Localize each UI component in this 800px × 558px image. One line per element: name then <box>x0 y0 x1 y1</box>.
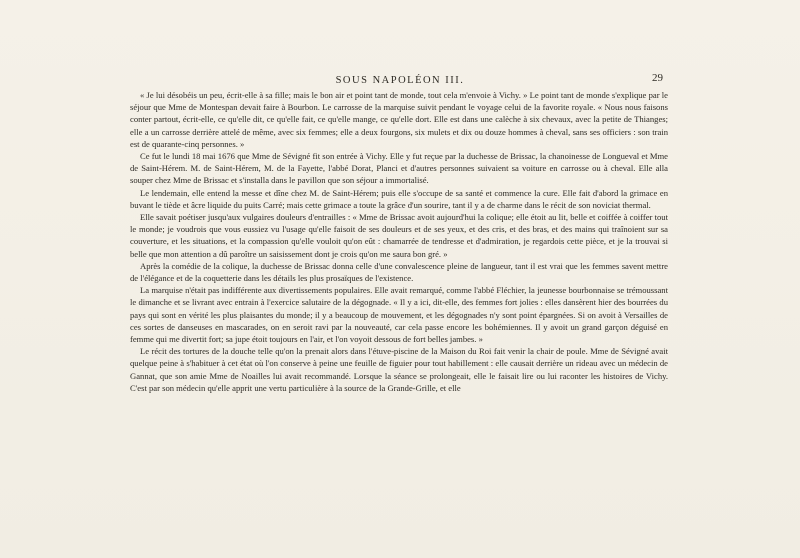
paragraph: Le récit des tortures de la douche telle qu'on la prenait alors dans l'étuve-piscine de la Maison du Roi fait venir la chair de poule. Mme de Sévigné avait quelque peine à s'habituer à cet état où l'on conserve à peine une feuille de figuier pour tout habillement : elle causait derrière un rideau avec un médecin de Gannat, que son amie Mme de Noailles lui avait recommandé. Lorsque la séance se prolongeait, elle le faisait lire ou lui raconter les histoires de Vichy. C'est par son médecin qu'elle apprit une vertu particulière à la source de la Grande-Grille, et elle <box>130 346 668 393</box>
paragraph: Le lendemain, elle entend la messe et dîne chez M. de Saint-Hérem; puis elle s'occupe de sa santé et commence la cure. Elle fait d'abord la grimace en buvant le tiède et âcre liquide du puits Carré; mais cette grimace a toute la grâce d'un sourire, tant il y a de charme dans le récit de son noviciat thermal. <box>130 187 668 210</box>
paragraph: « Je lui désobéis un peu, écrit-elle à sa fille; mais le bon air et point tant de monde, tout cela m'envoie à Vichy. » Le point tant de monde s'explique par le séjour que Mme de Montespan devait faire à Bourbon. Le carrosse de la marquise suivit pendant le voyage celui de la favorite royale. « Nous nous faisons conter partout, écrit-elle, ce qu'elle dit, ce qu'elle fait, ce qu'elle mange, ce qu'elle dort. Elle est dans une calèche à six chevaux, avec la petite de Thianges; elle a un carrosse derrière attelé de même, avec six femmes; elle a deux fourgons, six mulets et dix ou douze hommes à cheval, sans ses officiers : son train est de quarante-cinq personnes. » <box>130 90 668 149</box>
paragraph: Elle savait poétiser jusqu'aux vulgaires douleurs d'entrailles : « Mme de Brissac avoit aujourd'hui la colique; elle étoit au lit, belle et coiffée à coiffer tout le monde; je voudrois que vous eussiez vu l'usage qu'elle faisoit de ses douleurs et de ses yeux, et des cris, et des bras, et des mains qui traînoient sur sa couverture, et les situations, et la compassion qu'elle vouloit qu'on eût : chamarrée de tendresse et d'admiration, je regardois cette pièce, et je la trouvai si belle que mon attention a dû paroître un saisissement dont je crois qu'on me saura bon gré. » <box>130 212 668 259</box>
paragraph: Après la comédie de la colique, la duchesse de Brissac donna celle d'une convalescence pleine de langueur, tant il est vrai que les femmes savent mettre de l'élégance et de la coquetterie dans les détails les plus prosaïques de l'existence. <box>130 260 668 284</box>
paragraph: La marquise n'était pas indifférente aux divertissements populaires. Elle avait remarqué, comme l'abbé Fléchier, la jeunesse bourbonnaise se trémoussant le dimanche et se livrant avec entrain à l'exercice salutaire de la dégognade. « Il y a ici, dit-elle, des femmes fort jolies : elles dansèrent hier des bourrées du pays qui sont en vérité les plus plaisantes du monde; il y a beaucoup de mouvement, et les dégognades n'y sont point épargnées. Si on avoit à Versailles de ces sortes de danseuses en mascarades, on en seroit ravi par la nouveauté, car cela passe encore les bohémiennes. Il y avoit un grand garçon déguisé en femme qui me divertit fort; sa jupe étoit toujours en l'air, et l'on voyoit dessous de fort belles jambes. » <box>130 285 668 345</box>
paragraph: Ce fut le lundi 18 mai 1676 que Mme de Sévigné fit son entrée à Vichy. Elle y fut reçue par la duchesse de Brissac, la chanoinesse de Longueval et Mme de Saint-Hérem. M. de Saint-Hérem, M. de la Fayette, l'abbé Dorat, Planci et d'autres personnes suivaient sa voiture en carrosse ou à cheval. Elle alla souper chez Mme de Brissac et s'installa dans le pavillon que son séjour a immortalisé. <box>130 151 668 186</box>
page-number: 29 <box>652 72 663 84</box>
body-text <box>130 89 668 394</box>
running-title: SOUS NAPOLÉON III. <box>335 75 465 86</box>
